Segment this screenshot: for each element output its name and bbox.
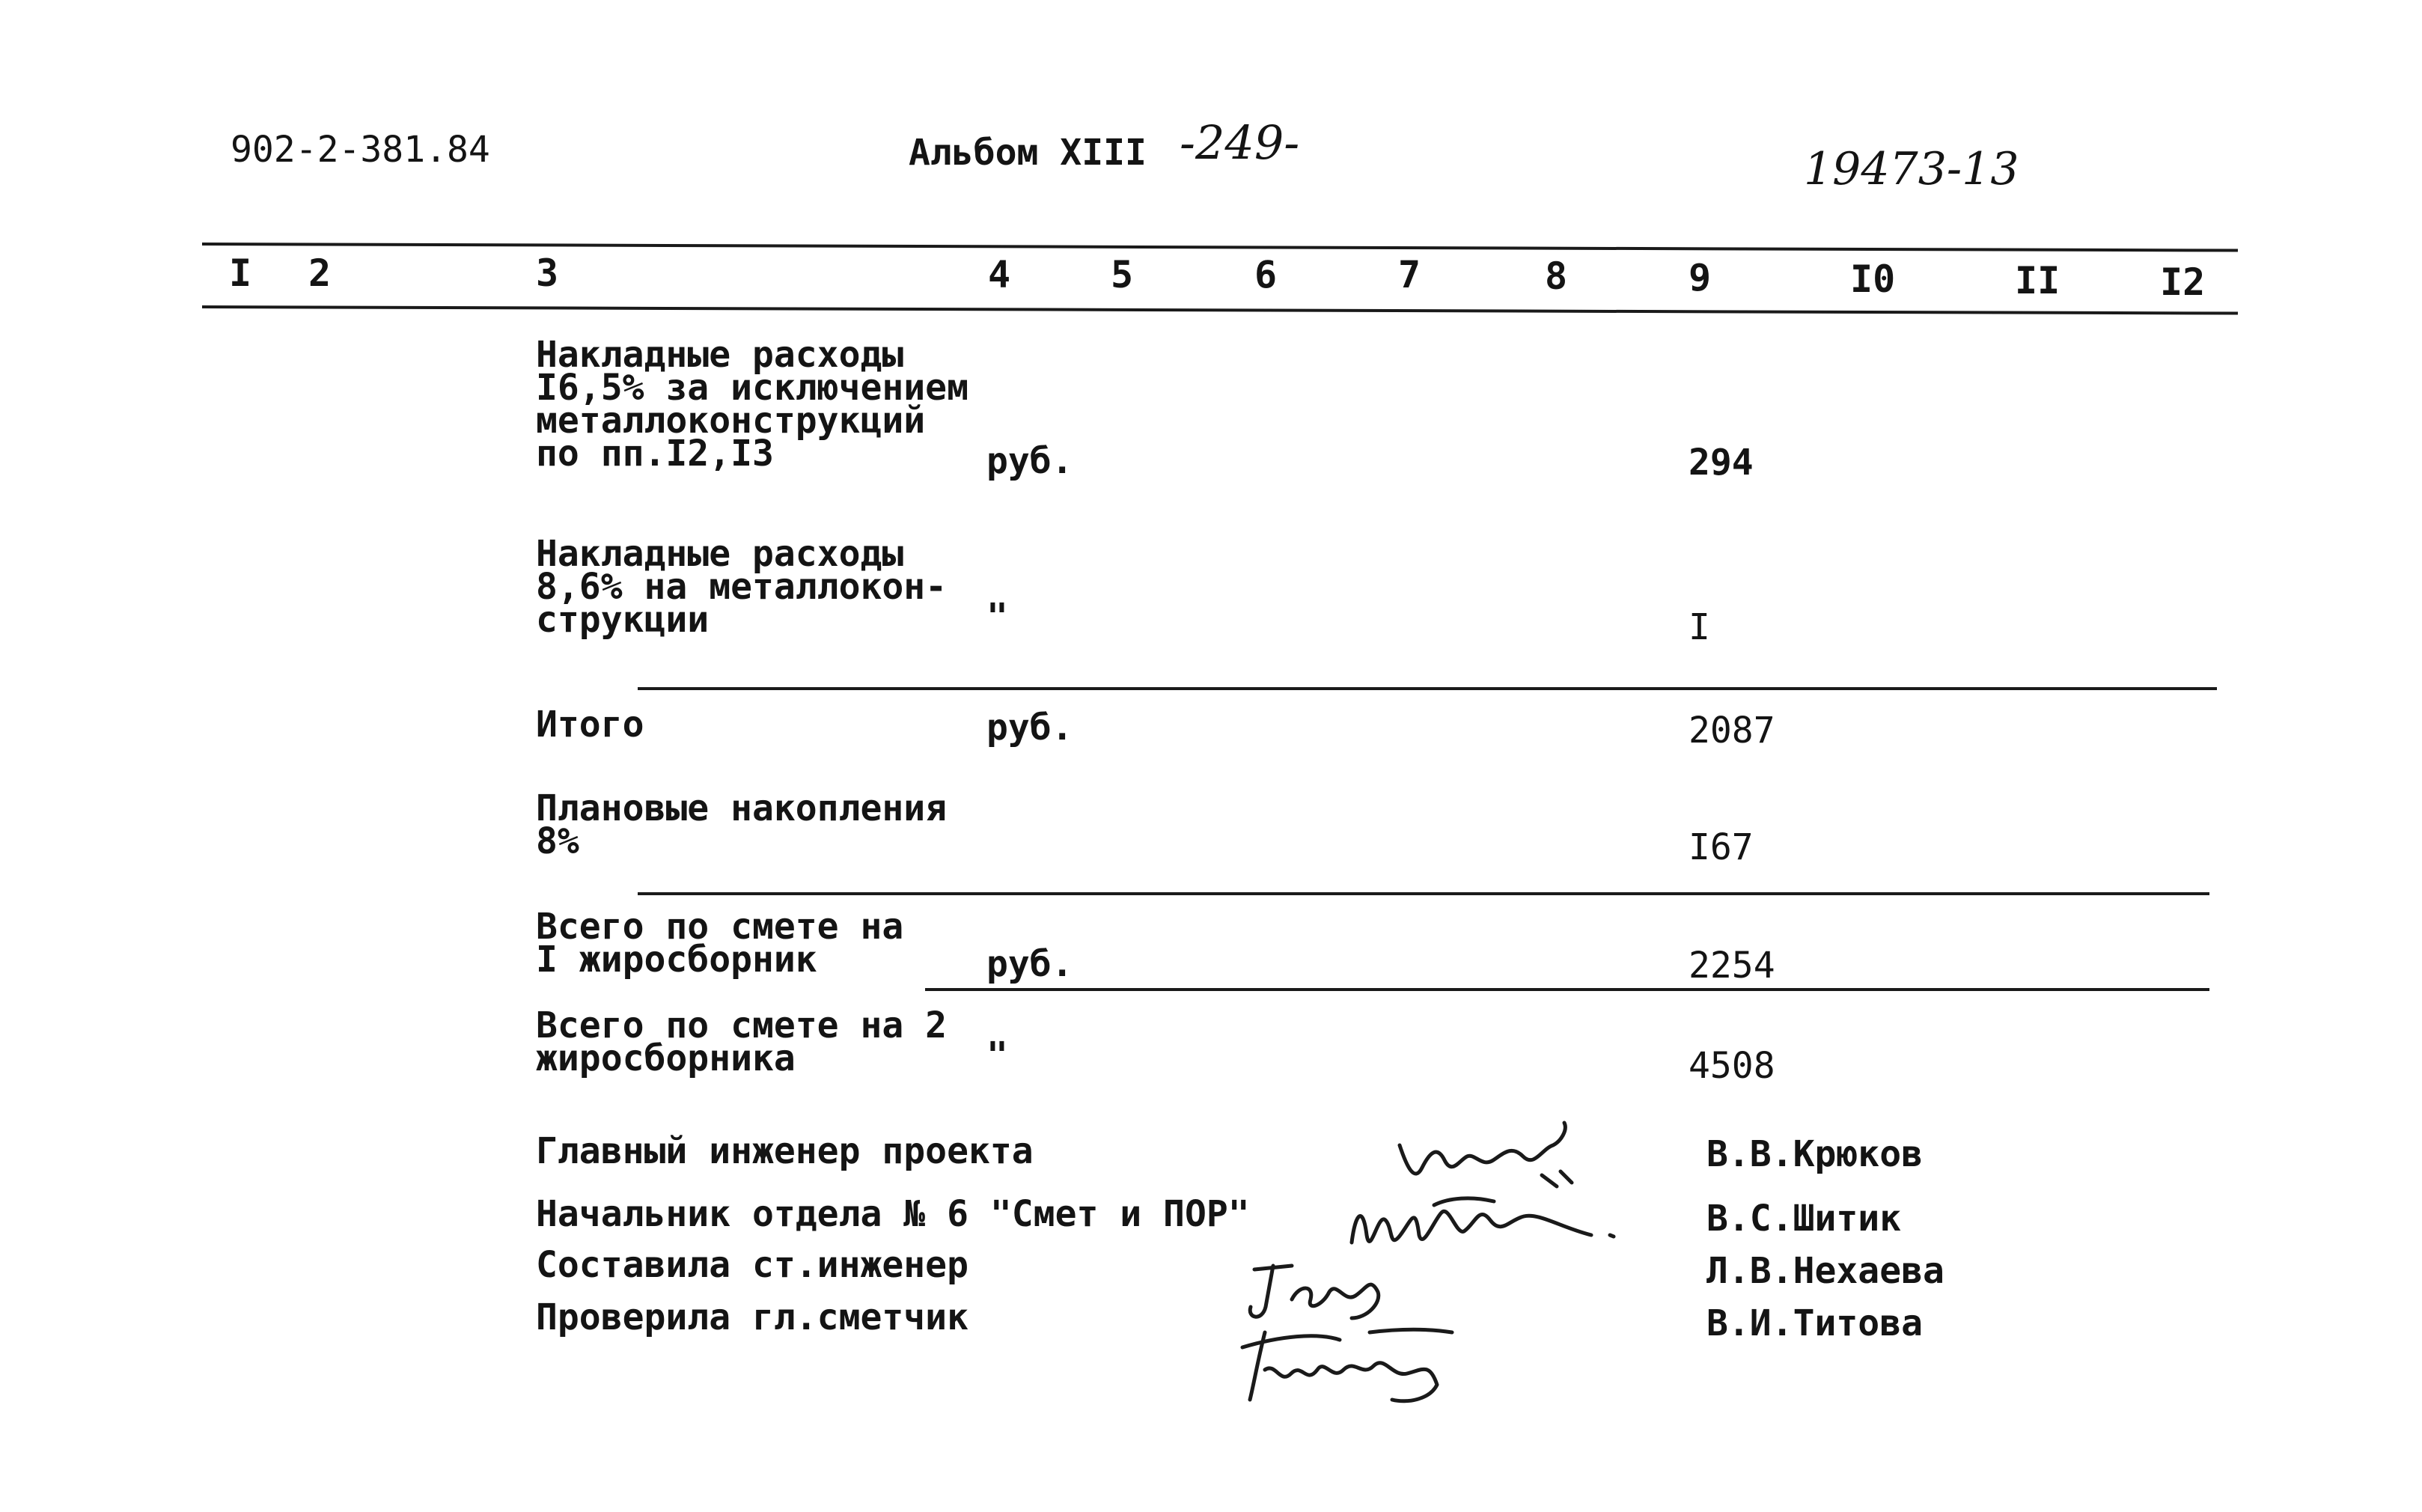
row-amount: 4508 bbox=[1689, 1045, 1775, 1087]
signature-role: Начальник отдела № 6 "Смет и ПОР" bbox=[536, 1193, 1250, 1235]
row-amount: I bbox=[1689, 606, 1710, 648]
column-number: 8 bbox=[1545, 254, 1568, 298]
row-amount: I67 bbox=[1689, 826, 1754, 868]
row-unit: руб. bbox=[986, 440, 1073, 482]
document-code: 902-2-381.84 bbox=[231, 129, 490, 171]
row-unit: " bbox=[986, 1034, 1008, 1076]
column-number: 2 bbox=[308, 252, 332, 295]
header-top-rule bbox=[202, 243, 2238, 252]
row-description: Накладные расходы I6,5% за исключением металлоконструкций по пп.I2,I3 bbox=[536, 334, 969, 475]
row-description: Плановые накопления 8% bbox=[536, 787, 948, 862]
signature-name: В.И.Титова bbox=[1706, 1302, 1923, 1344]
column-number: 5 bbox=[1111, 253, 1134, 296]
subtotal-rule bbox=[638, 687, 2217, 690]
row-amount: 2087 bbox=[1689, 710, 1775, 752]
column-number: II bbox=[2015, 259, 2060, 302]
handwritten-signature bbox=[1235, 1317, 1459, 1415]
column-number: 6 bbox=[1254, 253, 1278, 296]
column-number: 9 bbox=[1689, 256, 1712, 299]
column-number: 4 bbox=[988, 253, 1011, 296]
signature-name: В.С.Шитик bbox=[1706, 1198, 1902, 1240]
column-number: I bbox=[229, 252, 252, 295]
column-number: I0 bbox=[1850, 257, 1896, 301]
row-description: Всего по смете на I жиросборник bbox=[536, 906, 904, 981]
row-description: Всего по смете на 2 жиросборника bbox=[536, 1005, 948, 1079]
inventory-number: 19473-13 bbox=[1804, 143, 2019, 195]
column-number: 7 bbox=[1398, 253, 1421, 296]
signature-role: Составила ст.инженер bbox=[536, 1244, 969, 1286]
column-number: I2 bbox=[2160, 260, 2206, 304]
signature-name: В.В.Крюков bbox=[1706, 1133, 1923, 1175]
grand-total-rule bbox=[925, 988, 2209, 991]
page-number: -249- bbox=[1180, 115, 1300, 170]
column-number: 3 bbox=[536, 252, 559, 295]
row-description: Итого bbox=[536, 704, 644, 746]
album-title: Альбом XIII bbox=[909, 132, 1147, 174]
row-unit: руб. bbox=[986, 943, 1073, 985]
signature-name: Л.В.Нехаева bbox=[1706, 1250, 1944, 1292]
row-amount: 294 bbox=[1689, 442, 1754, 484]
row-description: Накладные расходы 8,6% на металлокон- струкции bbox=[536, 533, 948, 641]
total-rule bbox=[638, 892, 2209, 895]
row-unit: " bbox=[986, 596, 1008, 638]
row-amount: 2254 bbox=[1689, 945, 1775, 987]
signature-role: Проверила гл.сметчик bbox=[536, 1296, 969, 1338]
row-unit: руб. bbox=[986, 707, 1073, 749]
handwritten-signature bbox=[1392, 1115, 1587, 1198]
signature-role: Главный инженер проекта bbox=[536, 1130, 1034, 1172]
header-bottom-rule bbox=[202, 305, 2238, 315]
